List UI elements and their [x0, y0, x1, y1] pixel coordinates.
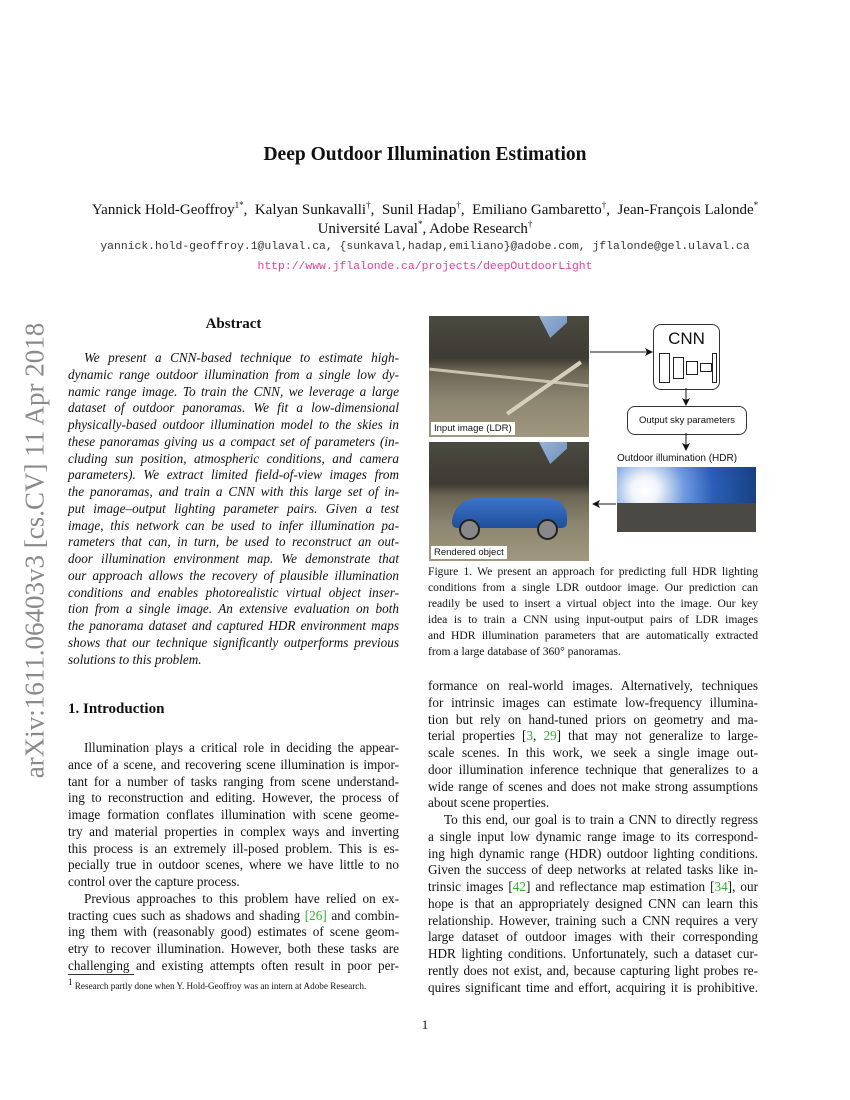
citation-link[interactable]: 42 [512, 879, 526, 894]
text-line: put image–output lighting parameter pairs. Given a test [68, 500, 399, 516]
text-line: the panoramas, and train a CNN with this large set of in- [68, 484, 399, 499]
text-line: rameters that can, in turn, be used to reconstruct an out- [68, 534, 399, 550]
rendered-object-label: Rendered object [431, 546, 507, 559]
text-line: physically-based outdoor illumination model to the skies in [68, 417, 399, 432]
author-emails: yannick.hold-geoffroy.1@ulaval.ca, {sunkaval,hadap,emiliano}@adobe.com, jflalonde@gel.ulaval.ca [100, 241, 750, 253]
arxiv-stamp: arXiv:1611.06403v3 [cs.CV] 11 Apr 2018 [19, 322, 50, 779]
footnote: $^1$ Research partly done when Y. Hold-Geoffroy was an intern at Adobe Research. [68, 977, 367, 992]
abstract-heading: Abstract [205, 316, 262, 332]
text-line: try and material properties in complex ways and inverting [68, 823, 399, 839]
text-line: for intrinsic images can estimate low-frequency illumina- [428, 694, 758, 710]
input-image-ldr [429, 316, 589, 437]
text-line: dataset of outdoor panoramas. We fit a low-dimensional [68, 400, 399, 416]
text-line: Previous approaches to this problem have relied on ex- [84, 890, 399, 906]
text-line: and HDR illumination parameters that are automatically extracted [428, 629, 758, 642]
text-line: dynamic range outdoor illumination from a single low dy- [68, 366, 399, 382]
right-column-body [428, 678, 758, 996]
text-segment: terial properties [ [428, 728, 527, 744]
text-line: solutions to this problem. [68, 651, 202, 667]
rendered-object-image [429, 442, 589, 561]
text-line: ing high dynamic range (HDR) outdoor lighting conditions. [428, 845, 758, 861]
text-line: tion but rely on hand-tuned priors on geometry and ma- [428, 711, 758, 727]
text-line: from a large database of 360° panoramas. [428, 645, 621, 658]
text-line: this process is an extremely ill-posed problem. This is es- [68, 840, 399, 856]
citation-link[interactable]: [26] [304, 907, 327, 923]
author: Yannick Hold-Geoffroy$^{1*}$ [91, 200, 244, 218]
text-segment: tracting cues such as shadows and shading [68, 907, 305, 923]
text-line: tion from a single image. An extensive evaluation on both [68, 601, 399, 617]
text-line: door illumination inference technique that generalizes to a [428, 761, 758, 777]
text-line: these panoramas giving us a compact set of parameters (in- [68, 433, 399, 449]
text-line: HDR lighting conditions. Unfortunately, such a dataset cur- [428, 946, 758, 961]
text-line [428, 879, 758, 896]
text-segment: trinsic images [ [428, 879, 513, 894]
author: Kalyan Sunkavalli† [254, 200, 371, 218]
text-line: parameters). We extract limited field-of-view images from [68, 467, 399, 483]
author: Emiliano Gambaretto† [472, 200, 607, 218]
affiliations: Université Laval*, Adobe Research† [317, 219, 533, 237]
text-line: challenging and existing attempts often result in poor per- [68, 957, 399, 973]
author-list: Yannick Hold-Geoffroy$^{1*}$, Kalyan Sunkavalli†, Sunil Hadap†, Emiliano Gambaretto†, Jean-François Lalonde* [91, 200, 759, 218]
text-line: rently does not exist, and, because capturing light probes re- [428, 962, 758, 978]
text-line: We present a CNN-based technique to estimate high- [84, 350, 399, 365]
text-line: our approach allows the recovery of plausible illumination [68, 567, 399, 583]
text-line: the panorama dataset and captured HDR environment maps [68, 618, 399, 633]
text-line: relationship. However, training such a CNN requires a very [428, 912, 758, 928]
text-line: formance on real-world images. Alternatively, techniques [428, 678, 758, 693]
text-segment: , [533, 728, 544, 744]
introduction-body [68, 740, 399, 975]
author: Sunil Hadap† [381, 200, 461, 218]
text-line: conditions and enables photorealistic virtual object inser- [68, 584, 399, 600]
text-line: Figure 1. We present an approach for predicting full HDR lighting [428, 565, 758, 578]
hdr-label: Outdoor illumination (HDR) [617, 453, 738, 464]
abstract-body [68, 350, 399, 668]
cnn-label: CNN [668, 329, 705, 348]
text-line: tant for a number of tasks ranging from scene understand- [68, 773, 399, 789]
text-line: conditions from a single LDR outdoor image. Our prediction can [428, 581, 758, 594]
text-line: scale scenes. In this work, we seek a single image out- [428, 745, 758, 760]
author: Jean-François Lalonde* [617, 200, 759, 218]
text-line: door illumination environment map. We demonstrate that [68, 551, 399, 566]
citation-link[interactable]: 3 [526, 728, 534, 744]
input-image-label: Input image (LDR) [431, 422, 515, 435]
text-line: about scene properties. [428, 795, 550, 811]
figure-1-caption [428, 564, 758, 660]
text-line: hope is that an appropriately designed CNN can learn this [428, 895, 758, 911]
text-line: ing them with (reasonably good) estimates of scene geom- [68, 924, 399, 940]
text-line: a single input low dynamic range image to its correspond- [428, 828, 758, 844]
text-line: cluding sun position, atmospheric conditions, and camera [68, 450, 399, 466]
footnote-rule [68, 974, 134, 975]
output-sky-parameters-box: Output sky parameters [627, 406, 747, 435]
text-line: quires significant time and effort, acquiring it is prohibitive. [428, 979, 758, 995]
figure-arrows [585, 340, 695, 515]
project-url-link[interactable]: http://www.jflalonde.ca/projects/deepOutdoorLight [257, 261, 593, 273]
text-line: large dataset of outdoor images with their corresponding [428, 929, 758, 945]
text-line: ance of a scene, and recovering scene illumination is impor- [68, 756, 399, 772]
section-heading-introduction: 1. Introduction [68, 701, 165, 717]
text-line: ing to reconstruction and editing. However, the process of [68, 790, 399, 806]
text-line: image formation conflates illumination with scene geome- [68, 807, 399, 822]
text-line: image, this network can be used to infer illumination pa- [68, 517, 399, 533]
text-line: pecially true in outdoor scenes, where we have little to no [68, 857, 399, 873]
text-segment: ] and reflectance map estimation [ [525, 879, 715, 894]
text-line: idea is to train a CNN using input-output pairs of LDR images [428, 613, 758, 626]
text-line: Given the success of deep networks at related tasks like in- [428, 862, 758, 878]
text-line: shows that our technique significantly outperforms previous [68, 634, 399, 650]
text-line: control over the capture process. [68, 874, 240, 889]
citation-link[interactable]: 34 [714, 879, 728, 894]
text-segment: ], our [727, 879, 758, 894]
text-line: readily be used to insert a virtual object into the image. Our key [428, 597, 758, 610]
text-segment: ] that may not generalize to large- [556, 728, 759, 744]
text-line: namic range image. To train the CNN, we leverage a large [68, 383, 399, 399]
paper-title: Deep Outdoor Illumination Estimation [263, 144, 587, 165]
text-line: Illumination plays a critical role in deciding the appear- [84, 740, 399, 755]
text-segment: and combin- [326, 907, 399, 923]
page-number: 1 [421, 1017, 429, 1032]
text-line [68, 908, 399, 925]
text-line [428, 728, 758, 745]
text-line: To this end, our goal is to train a CNN to directly regress [444, 812, 758, 827]
text-line: wide range of scenes and does not make strong assumptions [428, 778, 758, 794]
citation-link[interactable]: 29 [543, 728, 557, 744]
text-line: etry to recover illumination. However, both these tasks are [68, 941, 399, 956]
